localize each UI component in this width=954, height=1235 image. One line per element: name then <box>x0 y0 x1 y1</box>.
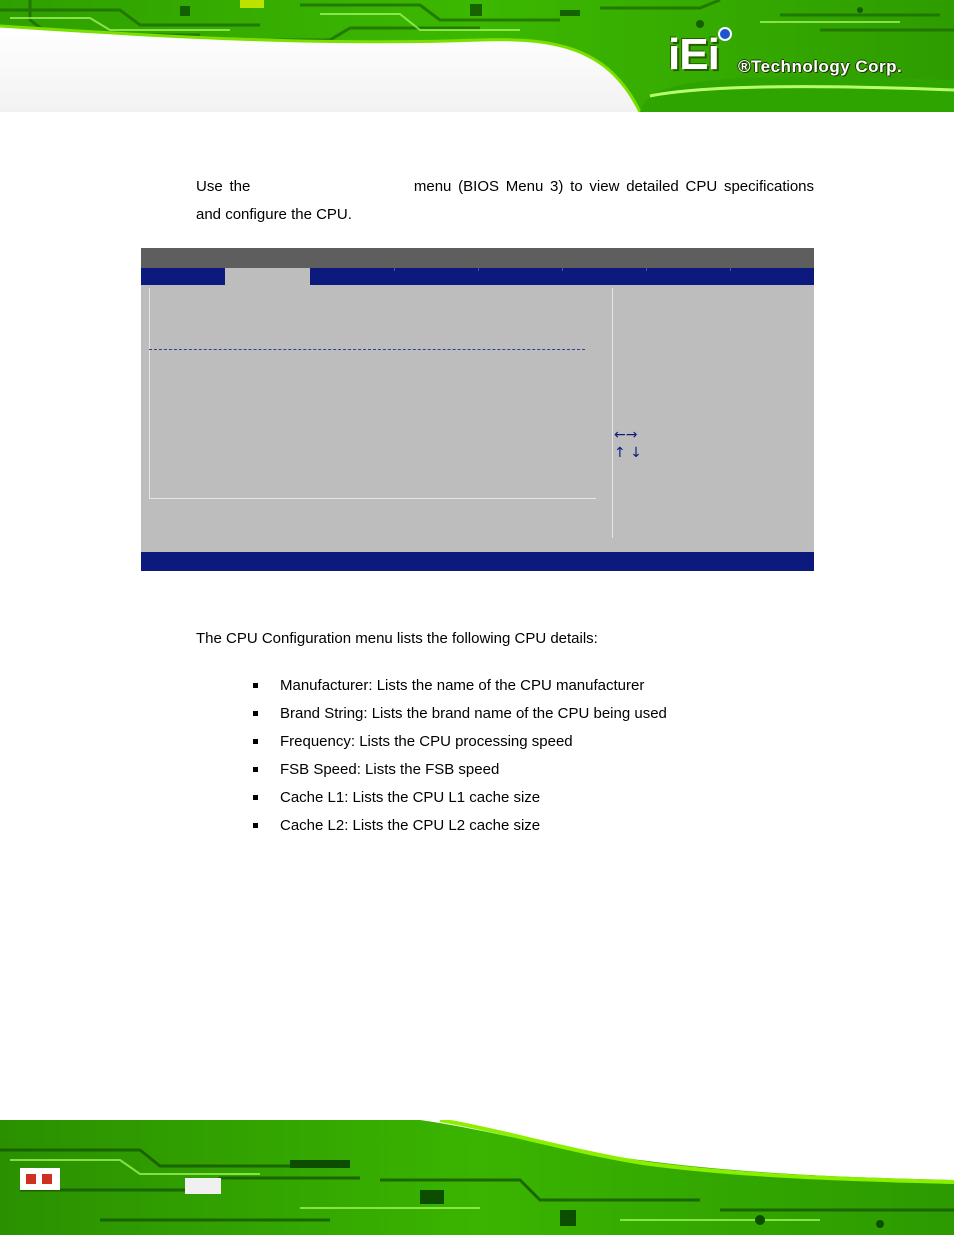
intro-text-after: menu (BIOS Menu 3) to view detailed CPU specifications and configure the CPU. <box>196 178 815 223</box>
list-item <box>253 787 667 815</box>
company-logo-mark: iEi <box>668 30 719 79</box>
list-item-text: Manufacturer: Lists the name of the CPU manufacturer <box>280 677 645 694</box>
bullet-icon <box>253 739 258 744</box>
list-item <box>253 703 667 731</box>
intro-text-before: Use the <box>196 178 251 195</box>
bios-menu-screenshot <box>141 248 814 571</box>
bios-tab-separator <box>562 268 563 271</box>
list-item-text: FSB Speed: Lists the FSB speed <box>280 761 500 778</box>
bios-tab-separator <box>646 268 647 271</box>
bullet-icon <box>253 823 258 828</box>
footer-banner <box>0 1120 954 1235</box>
intro-paragraph <box>196 173 814 229</box>
bullet-icon <box>253 795 258 800</box>
bios-tab-bar <box>141 268 814 285</box>
description-lead: The CPU Configuration menu lists the following CPU details: <box>196 630 598 647</box>
list-item-text: Brand String: Lists the brand name of the CPU being used <box>280 705 667 722</box>
list-item-text: Cache L1: Lists the CPU L1 cache size <box>280 789 541 806</box>
bios-tab-advanced <box>225 268 310 285</box>
bios-section-divider <box>149 349 585 350</box>
list-item-text: Cache L2: Lists the CPU L2 cache size <box>280 817 541 834</box>
bullet-icon <box>253 711 258 716</box>
cpu-details-list <box>253 675 667 843</box>
list-item <box>253 759 667 787</box>
bios-tab-separator <box>394 268 395 271</box>
bios-key-hints <box>614 426 642 462</box>
circuit-board-header-art <box>0 0 954 112</box>
circuit-board-footer-art <box>0 1120 954 1235</box>
bios-status-bar <box>141 552 814 571</box>
left-right-arrows-icon: ←→ <box>614 427 638 443</box>
bullet-icon <box>253 767 258 772</box>
list-item <box>253 675 667 703</box>
bullet-icon <box>253 683 258 688</box>
list-item <box>253 731 667 759</box>
company-logo-text: ®Technology Corp. <box>738 57 903 76</box>
bios-main-panel <box>149 288 596 499</box>
bios-title-bar <box>141 248 814 268</box>
up-down-arrows-icon: ↑ ↓ <box>614 445 642 461</box>
header-banner <box>0 0 954 112</box>
list-item <box>253 815 667 843</box>
bios-help-panel-divider <box>612 288 613 538</box>
list-item-text: Frequency: Lists the CPU processing speed <box>280 733 573 750</box>
bios-tab-main <box>141 268 225 285</box>
bios-tab-separator <box>478 268 479 271</box>
bios-tab-separator <box>730 268 731 271</box>
